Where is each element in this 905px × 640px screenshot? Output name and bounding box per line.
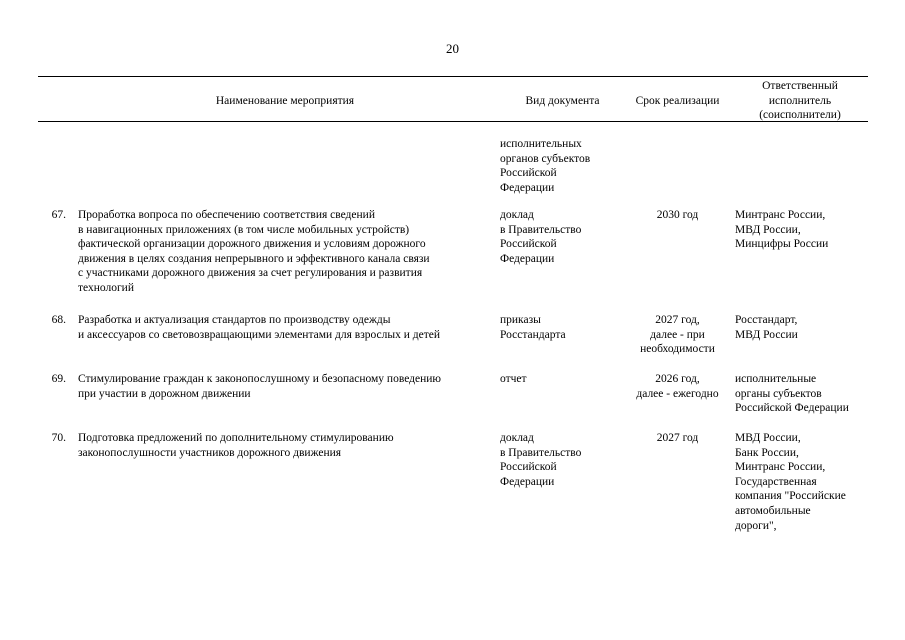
text-line: МВД России (735, 328, 798, 341)
text-line: 2026 год, (655, 373, 700, 385)
text-line: и аксессуаров со световозвращающими элементами для взрослых и детей (78, 328, 441, 341)
row-responsible (735, 372, 849, 416)
text-line: далее - при (650, 328, 705, 341)
column-header-responsible-line: исполнитель (768, 94, 832, 107)
text-line: с участниками дорожного движения за счет регулирования и развития (78, 267, 423, 280)
text-line: Федерации (500, 252, 555, 265)
text-line: приказы (500, 314, 541, 326)
text-line: Российской (500, 461, 557, 474)
text-line: 2030 год (656, 209, 699, 221)
text-line: Государственная (735, 475, 817, 488)
text-line: при участии в дорожном движении (78, 387, 251, 400)
text-line: Проработка вопроса по обеспечению соответствия сведений (78, 209, 375, 221)
row-doc-type (500, 313, 566, 342)
text-line: технологий (78, 281, 134, 294)
text-line: Разработка и актуализация стандартов по производству одежды (78, 314, 391, 326)
text-line: Росстандарта (500, 328, 566, 341)
row-deadline (625, 431, 730, 446)
text-line: доклад (500, 209, 534, 221)
text-line: Российской (500, 167, 557, 180)
row-doc-type (500, 372, 527, 387)
text-line: в Правительство (500, 223, 582, 236)
row-deadline (625, 208, 730, 223)
text-line: в Правительство (500, 446, 582, 459)
text-line: МВД России, (735, 223, 801, 236)
row-number: 70. (51, 432, 66, 444)
text-line: исполнительные (735, 373, 817, 385)
table-header-rule (38, 121, 868, 122)
row-number: 68. (51, 314, 66, 326)
text-line: далее - ежегодно (636, 387, 719, 400)
text-line: Российской (500, 238, 557, 251)
text-line: законопослушности участников дорожного движения (78, 446, 342, 459)
text-line: отчет (500, 373, 527, 385)
column-header-deadline: Срок реализации (635, 95, 720, 107)
row-responsible (735, 431, 846, 533)
column-header-responsible-line: Ответственный (762, 80, 838, 92)
text-line: Федерации (500, 475, 555, 488)
text-line: Стимулирование граждан к законопослушному и безопасному поведению (78, 373, 442, 385)
row-doc-type (500, 208, 581, 266)
text-line: Подготовка предложений по дополнительному стимулированию (78, 432, 394, 444)
row-number: 69. (51, 373, 66, 385)
row-name (78, 313, 440, 342)
column-header-responsible-line: (соисполнители) (759, 109, 841, 122)
text-line: органы субъектов (735, 387, 822, 400)
row-responsible (735, 313, 798, 342)
text-line: 2027 год, (655, 314, 700, 326)
continuation-doc-type (500, 137, 590, 195)
row-number: 67. (51, 209, 66, 221)
row-deadline (625, 372, 730, 401)
text-line: Минцифры России (735, 238, 829, 251)
row-name (78, 372, 441, 401)
row-responsible (735, 208, 828, 252)
column-header-name: Наименование мероприятия (215, 95, 355, 107)
row-deadline (625, 313, 730, 357)
text-line: исполнительных (500, 138, 582, 150)
row-name (78, 208, 430, 296)
text-line: необходимости (640, 343, 715, 356)
text-line: Федерации (500, 181, 555, 194)
text-line: движения в целях создания непрерывного и эффективного канала связи (78, 252, 430, 265)
text-line: в навигационных приложениях (в том числе мобильных устройств) (78, 223, 410, 236)
row-doc-type (500, 431, 581, 489)
text-line: Росстандарт, (735, 314, 798, 326)
text-line: дороги", (735, 519, 777, 532)
page-number: 20 (446, 41, 459, 56)
text-line: фактической организации дорожного движения и условиям дорожного (78, 238, 426, 251)
text-line: Российской Федерации (735, 402, 849, 415)
table-top-rule (38, 76, 868, 77)
row-name (78, 431, 394, 460)
text-line: Минтранс России, (735, 209, 826, 221)
text-line: Минтранс России, (735, 461, 826, 474)
text-line: автомобильные (735, 504, 811, 517)
text-line: доклад (500, 432, 534, 444)
text-line: МВД России, (735, 432, 801, 444)
text-line: компания "Российские (735, 490, 846, 503)
text-line: Банк России, (735, 446, 799, 459)
text-line: 2027 год (656, 432, 699, 444)
column-header-responsible (735, 79, 865, 123)
column-header-doc-type: Вид документа (525, 95, 600, 107)
text-line: органов субъектов (500, 152, 591, 165)
